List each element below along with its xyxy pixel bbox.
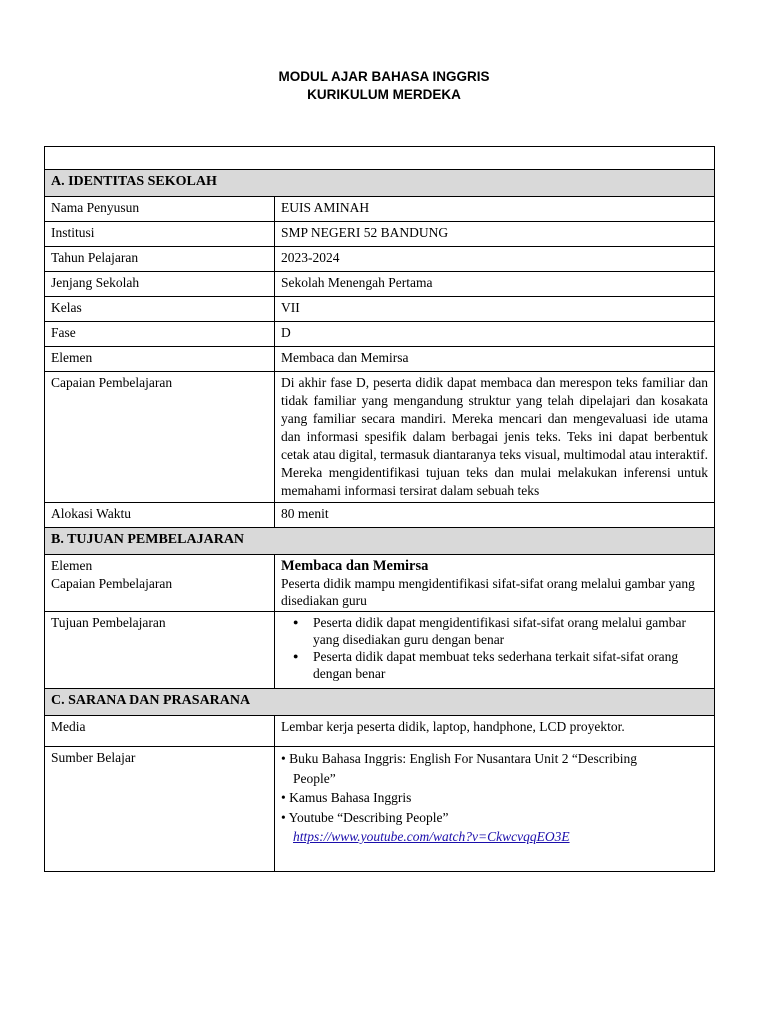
row-value: 2023-2024: [275, 247, 715, 272]
row-value: [275, 612, 715, 689]
table-row: [45, 716, 715, 747]
list-item: ● Peserta didik dapat mengidentifikasi sifat-sifat orang melalui gambar yang disediakan guru dengan benar: [313, 614, 708, 648]
sumber-belajar-list: [275, 747, 715, 872]
row-value: Sekolah Menengah Pertama: [275, 272, 715, 297]
row-label: Nama Penyusun: [45, 197, 275, 222]
capaian-pembelajaran-text: Di akhir fase D, peserta didik dapat membaca dan merespon teks familiar dan tidak familiar yang mengandung struktur yang telah dipelajari dan kosakata yang familiar secara mandiri. Mereka mencari dan mengevaluasi ide utama dan informasi spesifik dalam berbagai jenis teks. Teks ini dapat berbentuk cetak atau digital, termasuk diantaranya teks visual, multimodal atau interaktif. Mereka mengidentifikasi tujuan teks dan mulai melakukan inferensi untuk memahami informasi tersirat dalam sebuah teks: [275, 372, 715, 503]
row-label: Alokasi Waktu: [45, 503, 275, 528]
youtube-link[interactable]: https://www.youtube.com/watch?v=CkwcvqqEO3E: [293, 829, 570, 844]
row-label: Capaian Pembelajaran: [45, 372, 275, 503]
section-a-title: A. IDENTITAS SEKOLAH: [45, 170, 715, 197]
row-label: Fase: [45, 322, 275, 347]
title-line-2: KURIKULUM MERDEKA: [307, 87, 461, 102]
table-row: [45, 503, 715, 528]
list-item: • Buku Bahasa Inggris: English For Nusantara Unit 2 “Describing: [281, 751, 638, 766]
table-row: [45, 297, 715, 322]
table-row: [45, 322, 715, 347]
module-table: [44, 146, 715, 872]
list-item: • Kamus Bahasa Inggris: [281, 790, 412, 805]
blank-row: [45, 147, 715, 170]
row-value: SMP NEGERI 52 BANDUNG: [275, 222, 715, 247]
table-row: [45, 222, 715, 247]
capaian-label: Capaian Pembelajaran: [51, 576, 173, 591]
row-value: 80 menit: [275, 503, 715, 528]
section-c-title: C. SARANA DAN PRASARANA: [45, 689, 715, 716]
section-b-heading: [45, 528, 715, 555]
elemen-label: Elemen: [51, 558, 93, 573]
table-row: [45, 372, 715, 503]
row-value: D: [275, 322, 715, 347]
list-item: ● Peserta didik dapat membuat teks sederhana terkait sifat-sifat orang dengan benar: [313, 648, 708, 682]
row-label: Media: [45, 716, 275, 747]
row-value: [275, 555, 715, 612]
list-item: • Youtube “Describing People”: [281, 809, 449, 825]
section-b-title: B. TUJUAN PEMBELAJARAN: [45, 528, 715, 555]
row-value: VII: [275, 297, 715, 322]
row-label: Institusi: [45, 222, 275, 247]
row-label: Elemen: [45, 347, 275, 372]
row-label: Jenjang Sekolah: [45, 272, 275, 297]
table-row: [45, 272, 715, 297]
table-row: [45, 347, 715, 372]
row-value: Membaca dan Memirsa: [275, 347, 715, 372]
table-row: [45, 747, 715, 872]
row-label: Tahun Pelajaran: [45, 247, 275, 272]
row-value: Lembar kerja peserta didik, laptop, handphone, LCD proyektor.: [275, 716, 715, 747]
row-label: Tujuan Pembelajaran: [45, 612, 275, 689]
title-line-1: MODUL AJAR BAHASA INGGRIS: [278, 69, 490, 84]
table-row: [45, 555, 715, 612]
section-a-heading: [45, 170, 715, 197]
section-c-heading: [45, 689, 715, 716]
row-label: Sumber Belajar: [45, 747, 275, 872]
capaian-value: Peserta didik mampu mengidentifikasi sifat-sifat orang melalui gambar yang disediakan guru: [281, 576, 695, 608]
table-row: [45, 612, 715, 689]
list-item-continuation: People”: [293, 770, 336, 786]
row-value: EUIS AMINAH: [275, 197, 715, 222]
tujuan-list: [281, 614, 708, 682]
row-label: Kelas: [45, 297, 275, 322]
row-label: [45, 555, 275, 612]
document-title: [0, 68, 768, 104]
elemen-value: Membaca dan Memirsa: [281, 558, 429, 574]
table-row: [45, 247, 715, 272]
table-row: [45, 197, 715, 222]
